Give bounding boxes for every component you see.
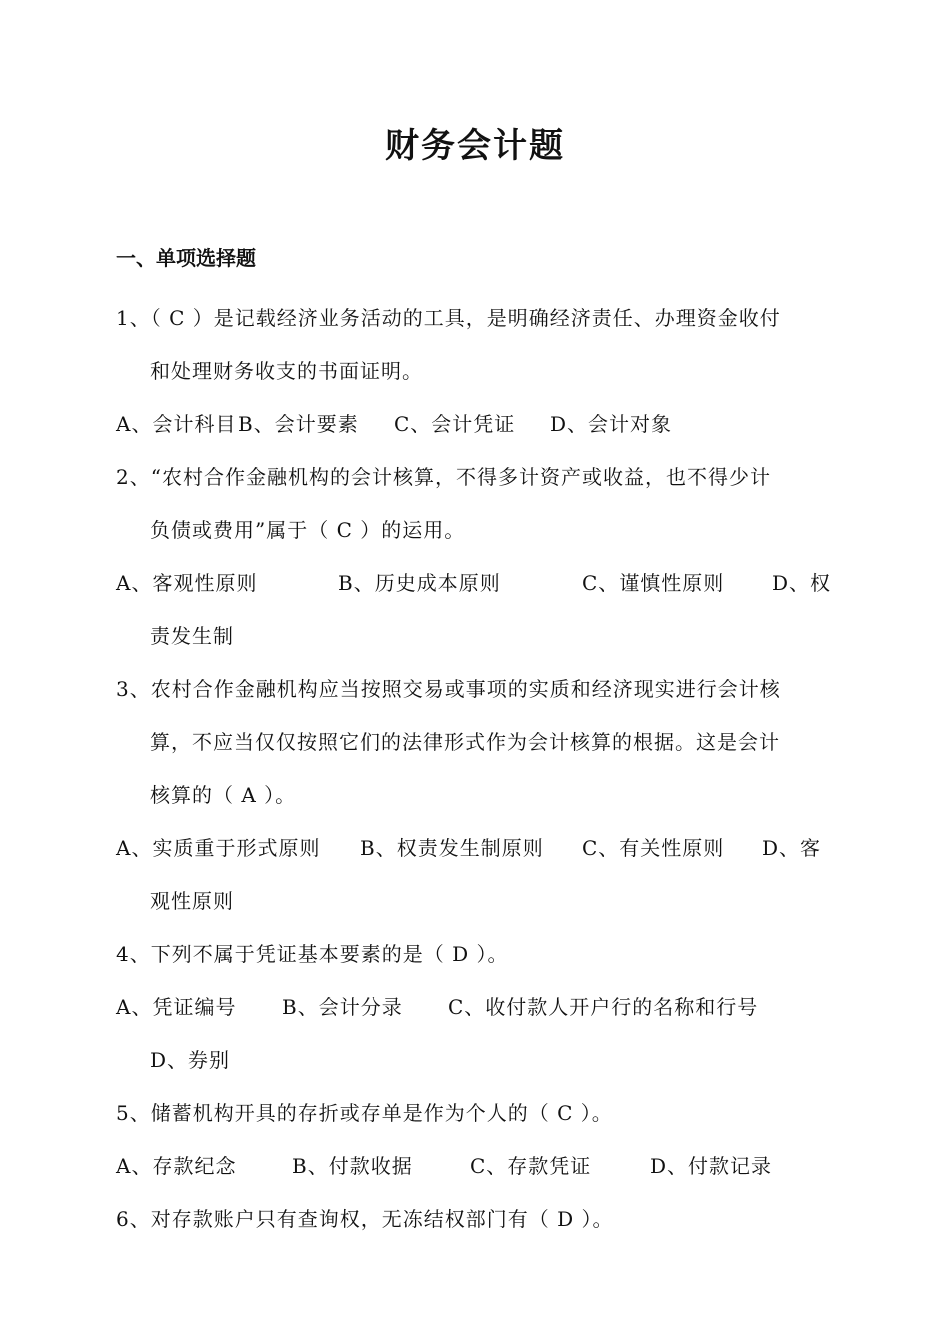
option-d: D、付款记录 — [650, 1154, 773, 1178]
option-c: C、会计凭证 — [394, 412, 516, 436]
option-b: B、权责发生制原则 — [360, 836, 544, 860]
question-3-line-3: 核算的（ A ）。 — [150, 783, 297, 807]
question-5-line-1: 5、储蓄机构开具的存折或存单是作为个人的（ C ）。 — [116, 1101, 613, 1125]
question-2-options — [116, 557, 836, 610]
page-title: 财务会计题 — [385, 126, 565, 166]
option-b: B、会计要素 — [238, 412, 359, 436]
question-2-line-2: 负债或费用”属于（ C ）的运用。 — [150, 518, 466, 542]
question-4-options — [116, 981, 836, 1034]
option-a: A、存款纪念 — [116, 1154, 237, 1178]
question-5-options — [116, 1140, 836, 1193]
question-3-options — [116, 822, 836, 875]
question-3-line-1: 3、农村合作金融机构应当按照交易或事项的实质和经济现实进行会计核 — [116, 677, 781, 701]
option-b: B、历史成本原则 — [338, 571, 501, 595]
option-d: D、会计对象 — [550, 412, 673, 436]
question-4-line-1: 4、下列不属于凭证基本要素的是（ D ）。 — [116, 942, 509, 966]
option-a: A、客观性原则 — [116, 571, 258, 595]
option-d: D、权 — [772, 571, 832, 595]
option-c: C、有关性原则 — [582, 836, 725, 860]
question-1-line-1: 1、（ C ）是记载经济业务活动的工具，是明确经济责任、办理资金收付 — [116, 306, 781, 330]
document-body — [116, 240, 836, 1246]
question-1-line-2: 和处理财务收支的书面证明。 — [150, 359, 423, 383]
section-heading: 一、单项选择题 — [116, 246, 256, 270]
option-c: C、谨慎性原则 — [582, 571, 725, 595]
option-b: B、会计分录 — [282, 995, 403, 1019]
question-6-line-1: 6、对存款账户只有查询权，无冻结权部门有（ D ）。 — [116, 1207, 614, 1231]
option-a: A、会计科目 — [116, 412, 237, 436]
question-2-line-1: 2、“农村合作金融机构的会计核算，不得多计资产或收益，也不得少计 — [116, 465, 771, 489]
option-a: A、凭证编号 — [116, 995, 237, 1019]
option-c: C、存款凭证 — [470, 1154, 592, 1178]
question-2-option-continued: 责发生制 — [150, 624, 234, 648]
question-4-option-continued: D、券别 — [150, 1048, 231, 1072]
option-c: C、收付款人开户行的名称和行号 — [448, 995, 759, 1019]
question-3-option-continued: 观性原则 — [150, 889, 234, 913]
question-1-options — [116, 398, 836, 451]
question-3-line-2: 算，不应当仅仅按照它们的法律形式作为会计核算的根据。这是会计 — [150, 730, 780, 754]
option-b: B、付款收据 — [292, 1154, 413, 1178]
option-a: A、实质重于形式原则 — [116, 836, 321, 860]
option-d: D、客 — [762, 836, 822, 860]
